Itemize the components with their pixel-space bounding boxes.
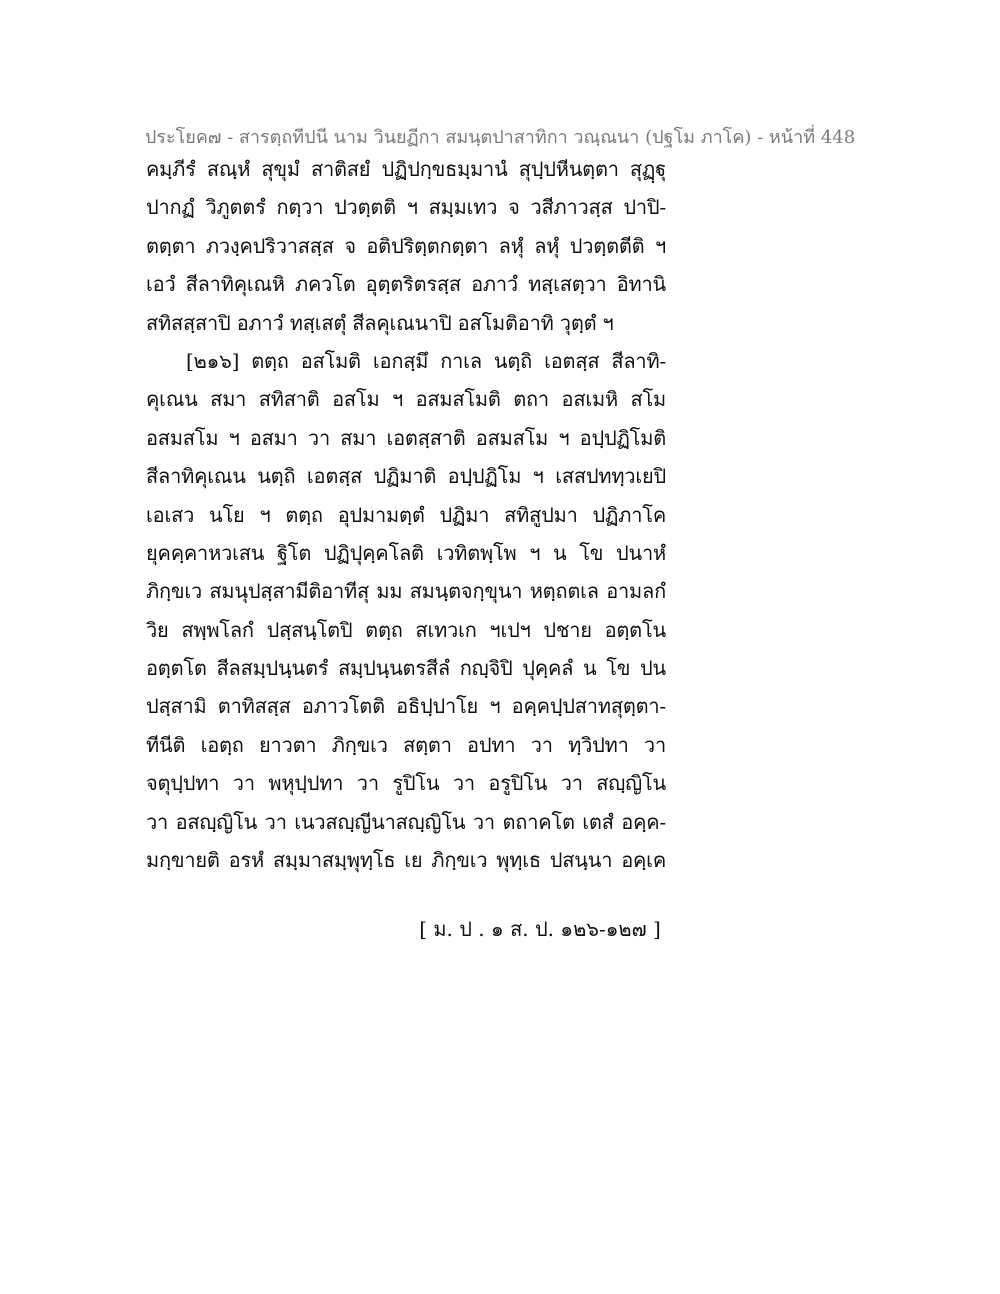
text-line: ตตฺตา ภวงฺคปริวาสสฺส จ อติปริตฺตกตฺตา ลหุํ ลหุํ ปวตฺตตีติ ฯ bbox=[146, 233, 666, 258]
text-line: มกฺขายติ อรหํ สมฺมาสมฺพุทฺโธ เย ภิกฺขเว พุทฺเธ ปสนฺนา อคฺเค bbox=[146, 848, 666, 873]
text-line: ยุคคฺคาหวเสน ฐิโต ปฏิปุคฺคโลติ เวทิตพฺโพ ฯ น โข ปนาหํ bbox=[146, 540, 666, 565]
text-line: วิย สพฺพโลกํ ปสฺสนฺโตปิ ตตฺถ สเทวเก ฯเปฯ ปชาย อตฺตโน bbox=[146, 617, 666, 642]
text-line: คุเณน สมา สทิสาติ อสโม ฯ อสมสโมติ ตถา อสเมหิ สโม bbox=[146, 387, 666, 412]
page-header: ประโยค๗ - สารตฺถทีปนี นาม วินยฏีกา สมนฺตปาสาทิกา วณฺณนา (ปฐโม ภาโค) - หน้าที่ 448 bbox=[144, 127, 856, 148]
text-line: ภิกฺขเว สมนุปสฺสามีติอาทีสุ มม สมนฺตจกฺขุนา หตฺถตเล อามลกํ bbox=[146, 579, 666, 604]
source-reference: [ ม. ป . ๑ ส. ป. ๑๒๖-๑๒๗ ] bbox=[419, 917, 661, 941]
text-line: เอวํ สีลาทิคุเณหิ ภควโต อุตฺตริตรสฺส อภาวํ ทสฺเสตฺวา อิทานิ bbox=[146, 272, 666, 297]
text-line: อตฺตโต สีลสมฺปนฺนตรํ สมฺปนฺนตรสีลํ กญฺจิปิ ปุคฺคลํ น โข ปน bbox=[146, 656, 666, 681]
text-line: สีลาทิคุเณน นตฺถิ เอตสฺส ปฏิมาติ อปฺปฏิโม ฯ เสสปททฺวเยปิ bbox=[146, 464, 666, 489]
body-text bbox=[146, 150, 666, 879]
paragraph-start-line: [๒๑๖] ตตฺถ อสโมติ เอกสฺมึ กาเล นตฺถิ เอตสฺส สีลาทิ- bbox=[186, 348, 666, 373]
text-line: ทีนีติ เอตฺถ ยาวตา ภิกฺขเว สตฺตา อปทา วา ทฺวิปทา วา bbox=[146, 732, 666, 757]
text-line: คมฺภีรํ สณฺหํ สุขุมํ สาติสยํ ปฏิปกฺขธมฺมานํ สุปฺปหีนตฺตา สุฏฺฐุ bbox=[146, 157, 666, 181]
text-line: ปากฏํ วิภูตตรํ กตฺวา ปวตฺตติ ฯ สมฺมเทว จ วสีภาวสฺส ปาปิ- bbox=[146, 195, 666, 220]
text-line: จตุปฺปทา วา พหุปฺปทา วา รูปิโน วา อรูปิโน วา สญฺญิโน bbox=[146, 771, 666, 796]
text-line: เอเสว นโย ฯ ตตฺถ อุปมามตฺตํ ปฏิมา สทิสูปมา ปฏิภาโค bbox=[146, 502, 666, 527]
text-line: สทิสสฺสาปิ อภาวํ ทสฺเสตุํ สีลคุเณนาปิ อสโมติอาทิ วุตฺตํ ฯ bbox=[146, 310, 614, 335]
text-line: ปสฺสามิ ตาทิสสฺส อภาวโตติ อธิปฺปาโย ฯ อคฺคปฺปสาทสุตฺตา- bbox=[146, 694, 666, 719]
text-line: อสมสโม ฯ อสมา วา สมา เอตสฺสาติ อสมสโม ฯ อปฺปฏิโมติ bbox=[146, 425, 666, 450]
text-line: วา อสญฺญิโน วา เนวสญฺญีนาสญฺญิโน วา ตถาคโต เตสํ อคฺค- bbox=[146, 809, 666, 834]
